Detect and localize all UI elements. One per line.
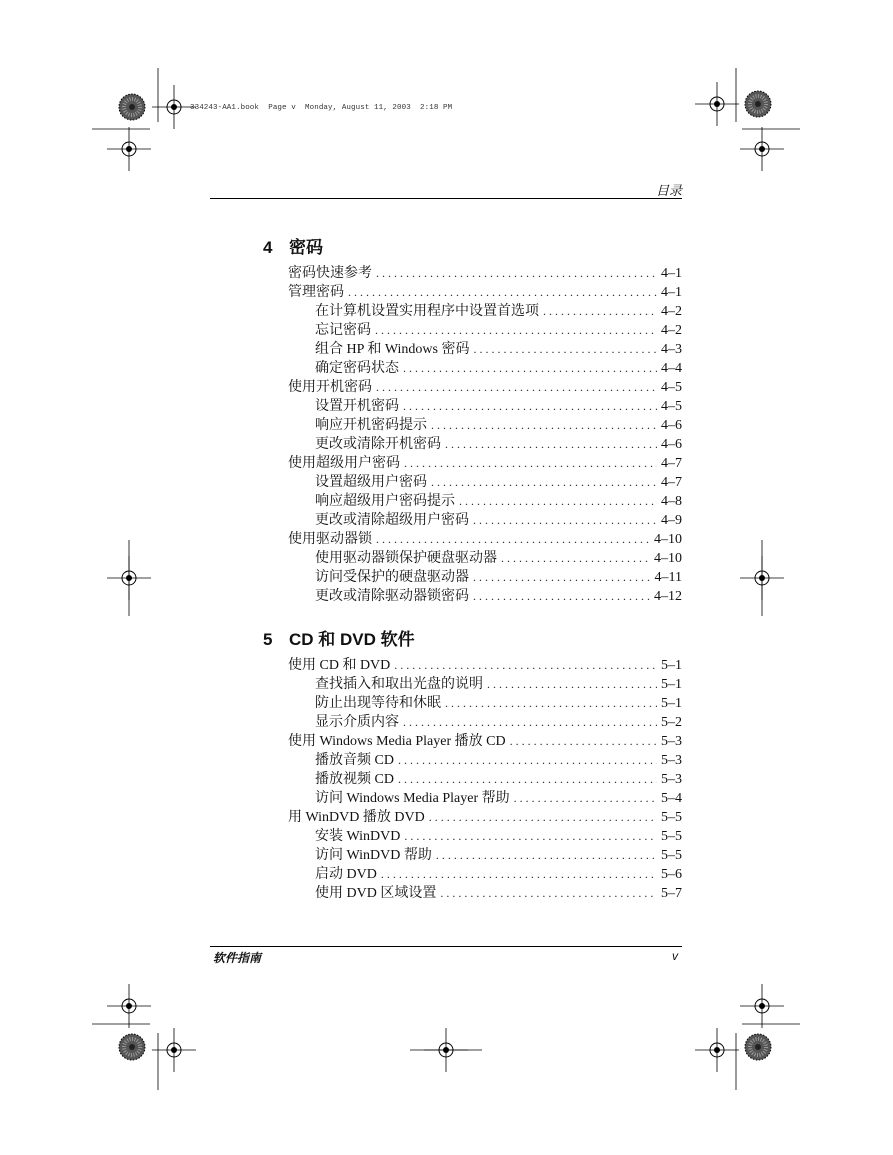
- toc-entry-page: 4–5: [661, 399, 682, 414]
- toc-entry-title: 在计算机设置实用程序中设置首选项: [315, 304, 539, 319]
- toc-entry-page: 4–8: [661, 494, 682, 509]
- dot-leader: [543, 302, 657, 321]
- toc-entry-title: 使用 CD 和 DVD: [288, 658, 391, 673]
- page-number: v: [672, 949, 678, 963]
- dot-leader: [431, 473, 657, 492]
- toc-entry-title: 使用驱动器锁保护硬盘驱动器: [315, 551, 497, 566]
- toc-entry[interactable]: [288, 846, 682, 865]
- toc-entry-title: 响应开机密码提示: [315, 418, 427, 433]
- crop-mark-icon: [695, 82, 739, 126]
- star-mark-icon: [119, 1034, 145, 1060]
- toc-entry-page: 4–5: [661, 380, 682, 395]
- chapter-title: 密码: [289, 238, 323, 257]
- toc-entry[interactable]: [288, 321, 682, 340]
- dot-leader: [376, 378, 657, 397]
- star-mark-icon: [119, 94, 145, 120]
- toc-entry-title: 访问 WinDVD 帮助: [315, 848, 432, 863]
- chapter-heading: [263, 233, 323, 258]
- toc-entry[interactable]: [288, 530, 682, 549]
- toc-entry-title: 设置超级用户密码: [315, 475, 427, 490]
- toc-entry-title: 用 WinDVD 播放 DVD: [288, 810, 425, 825]
- toc-entry-page: 4–11: [654, 570, 682, 585]
- dot-leader: [431, 416, 657, 435]
- dot-leader: [445, 435, 657, 454]
- toc-entry-page: 4–7: [661, 475, 682, 490]
- toc-entry-title: 使用超级用户密码: [288, 456, 400, 471]
- toc-entry-page: 4–10: [654, 532, 682, 547]
- running-header-title: 目录: [655, 183, 682, 198]
- toc-entry-title: 使用开机密码: [288, 380, 372, 395]
- toc-entry-title: 显示介质内容: [315, 715, 399, 730]
- dot-leader: [398, 751, 657, 770]
- toc-entry-page: 4–3: [661, 342, 682, 357]
- toc-entry-title: 响应超级用户密码提示: [315, 494, 455, 509]
- toc-entry[interactable]: [288, 511, 682, 530]
- dot-leader: [376, 530, 650, 549]
- toc-entry-page: 4–1: [661, 266, 682, 281]
- toc-entry[interactable]: [288, 454, 682, 473]
- crop-mark-icon: [152, 1028, 196, 1072]
- dot-leader: [404, 827, 657, 846]
- toc-entry[interactable]: [288, 397, 682, 416]
- toc-entry[interactable]: [288, 770, 682, 789]
- toc-entry[interactable]: [288, 473, 682, 492]
- toc-entry-page: 5–1: [661, 696, 682, 711]
- toc-entry[interactable]: [288, 378, 682, 397]
- toc-entry[interactable]: [288, 789, 682, 808]
- toc-entry-page: 5–1: [661, 658, 682, 673]
- toc-entry[interactable]: [288, 656, 682, 675]
- toc-entry-title: 更改或清除开机密码: [315, 437, 441, 452]
- slug-line: 334243-AA1.book Page v Monday, August 11, 2003 2:18 PM: [190, 104, 453, 112]
- toc-entry-page: 5–2: [661, 715, 682, 730]
- toc-entry[interactable]: [288, 694, 682, 713]
- toc-entry-title: 确定密码状态: [315, 361, 399, 376]
- dot-leader: [375, 321, 657, 340]
- toc-entry[interactable]: [288, 587, 682, 606]
- toc-entry-page: 4–9: [661, 513, 682, 528]
- toc-entry-title: 忘记密码: [315, 323, 371, 338]
- toc-entry-title: 使用 Windows Media Player 播放 CD: [288, 734, 506, 749]
- dot-leader: [473, 568, 651, 587]
- dot-leader: [445, 694, 657, 713]
- toc-entry-title: 设置开机密码: [315, 399, 399, 414]
- toc-entry-page: 4–2: [661, 304, 682, 319]
- dot-leader: [403, 359, 657, 378]
- dot-leader: [514, 789, 657, 808]
- dot-leader: [398, 770, 657, 789]
- dot-leader: [501, 549, 650, 568]
- toc-entry[interactable]: [288, 549, 682, 568]
- crop-mark-icon: [740, 984, 784, 1028]
- toc-entry-title: 组合 HP 和 Windows 密码: [315, 342, 470, 357]
- toc-entry[interactable]: [288, 283, 682, 302]
- dot-leader: [440, 884, 657, 903]
- crop-mark-icon: [107, 127, 151, 171]
- toc-entry[interactable]: [288, 751, 682, 770]
- running-footer-title: 软件指南: [213, 951, 262, 965]
- dot-leader: [376, 264, 657, 283]
- toc-entry-title: 播放视频 CD: [315, 772, 394, 787]
- toc-entry-page: 5–5: [661, 829, 682, 844]
- toc-entry-title: 防止出现等待和休眠: [315, 696, 441, 711]
- dot-leader: [473, 587, 650, 606]
- toc-entry[interactable]: [288, 340, 682, 359]
- toc-entry-title: 播放音频 CD: [315, 753, 394, 768]
- chapter-title: CD 和 DVD 软件: [289, 630, 415, 649]
- dot-leader: [473, 340, 657, 359]
- chapter-number: 4: [263, 238, 273, 257]
- toc-entry[interactable]: [288, 264, 682, 283]
- toc-entry-page: 4–4: [661, 361, 682, 376]
- toc-entry-page: 4–10: [654, 551, 682, 566]
- dot-leader: [510, 732, 657, 751]
- crop-mark-icon: [740, 127, 784, 171]
- toc-entry-page: 4–7: [661, 456, 682, 471]
- toc-list: [288, 656, 682, 903]
- toc-entry-page: 5–5: [661, 810, 682, 825]
- toc-entry[interactable]: [288, 865, 682, 884]
- toc-entry-page: 5–3: [661, 772, 682, 787]
- toc-entry[interactable]: [288, 492, 682, 511]
- toc-entry-page: 5–3: [661, 734, 682, 749]
- crop-mark-icon: [107, 984, 151, 1028]
- toc-entry-page: 5–3: [661, 753, 682, 768]
- toc-entry-title: 启动 DVD: [315, 867, 377, 882]
- dot-leader: [429, 808, 657, 827]
- toc-entry-title: 更改或清除驱动器锁密码: [315, 589, 469, 604]
- toc-entry-page: 4–12: [654, 589, 682, 604]
- toc-entry-title: 使用 DVD 区域设置: [315, 886, 437, 901]
- chapter-heading: [263, 625, 415, 650]
- dot-leader: [404, 454, 657, 473]
- toc-entry[interactable]: [288, 713, 682, 732]
- footer-rule: [210, 946, 682, 947]
- dot-leader: [348, 283, 657, 302]
- toc-entry[interactable]: [288, 732, 682, 751]
- dot-leader: [459, 492, 657, 511]
- dot-leader: [436, 846, 657, 865]
- toc-entry[interactable]: [288, 827, 682, 846]
- dot-leader: [487, 675, 657, 694]
- toc-entry-title: 密码快速参考: [288, 266, 372, 281]
- toc-entry[interactable]: [288, 808, 682, 827]
- toc-entry-page: 5–7: [661, 886, 682, 901]
- toc-entry-page: 5–1: [661, 677, 682, 692]
- toc-entry-page: 4–6: [661, 418, 682, 433]
- toc-entry-page: 5–6: [661, 867, 682, 882]
- toc-entry-title: 安装 WinDVD: [315, 829, 401, 844]
- toc-entry-title: 查找插入和取出光盘的说明: [315, 677, 483, 692]
- dot-leader: [403, 397, 657, 416]
- toc-entry[interactable]: [288, 359, 682, 378]
- toc-entry-page: 5–4: [661, 791, 682, 806]
- toc-entry-page: 4–2: [661, 323, 682, 338]
- toc-entry-title: 管理密码: [288, 285, 344, 300]
- star-mark-icon: [745, 91, 771, 117]
- dot-leader: [473, 511, 657, 530]
- star-mark-icon: [745, 1034, 771, 1060]
- toc-list: [288, 264, 682, 606]
- toc-entry[interactable]: [288, 302, 682, 321]
- toc-entry-page: 5–5: [661, 848, 682, 863]
- header-rule: [210, 198, 682, 199]
- toc-entry[interactable]: [288, 435, 682, 454]
- crop-mark-icon: [695, 1028, 739, 1072]
- toc-entry-page: 4–6: [661, 437, 682, 452]
- toc-entry[interactable]: [288, 884, 682, 903]
- dot-leader: [403, 713, 657, 732]
- toc-entry-page: 4–1: [661, 285, 682, 300]
- dot-leader: [394, 656, 657, 675]
- chapter-number: 5: [263, 630, 273, 649]
- toc-entry-title: 更改或清除超级用户密码: [315, 513, 469, 528]
- toc-entry-title: 访问 Windows Media Player 帮助: [315, 791, 510, 806]
- toc-entry[interactable]: [288, 568, 682, 587]
- toc-entry-title: 访问受保护的硬盘驱动器: [315, 570, 469, 585]
- dot-leader: [381, 865, 657, 884]
- toc-entry[interactable]: [288, 675, 682, 694]
- toc-entry-title: 使用驱动器锁: [288, 532, 372, 547]
- toc-entry[interactable]: [288, 416, 682, 435]
